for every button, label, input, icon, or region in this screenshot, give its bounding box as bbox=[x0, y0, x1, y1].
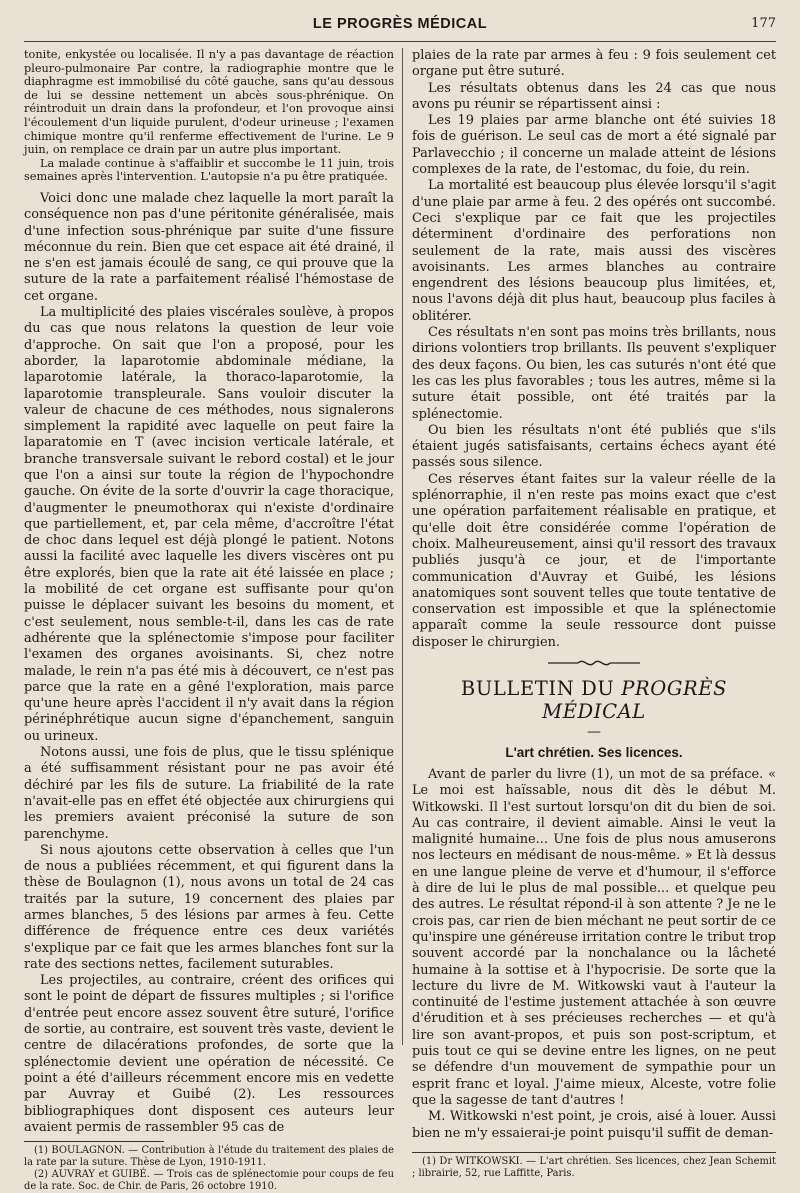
left-paragraph-3: Voici donc une malade chez laquelle la mort paraît la conséquence non pas d'une péritonite généralisée, mais d'une infection sous-phrénique par suite d'une fissure méconnue du rein. Bien que cet espace ait été drainé, il ne s'en est jamais écoulé de sang, ce qui prouve que la suture de la rate a parfaitement réalisé l'hémostase de cet organe. bbox=[24, 190, 394, 304]
bulletin-title-prefix: BULLETIN DU bbox=[460, 676, 622, 700]
article-title: L'art chrétien. Ses licences. bbox=[505, 744, 683, 760]
left-paragraph-2: La malade continue à s'affaiblir et succombe le 11 juin, trois semaines après l'intervention. L'autopsie n'a pu être pratiquée. bbox=[24, 156, 394, 184]
title-dash: — bbox=[587, 723, 601, 740]
right-paragraph-8: Avant de parler du livre (1), un mot de sa préface. « Le moi est haïssable, nous dit dès le début M. Witkowski. Il l'est surtout lorsqu'on dit du bien de soi. Au cas contraire, il devient aimable. Ainsi le veut la malignité humaine... Une fois de plus nous amuserons nos lecteurs en médisant de nous-même. » Et là dessus en une langue pleine de verve et d'humour, il s'efforce à dire de lui le plus de mal possible... et quelque peu des autres. Le résultat répond-il à son attente ? Je ne le crois pas, car rien de bien méchant ne peut sortir de ce qu'inspire une généreuse irritation contre le tribut trop souvent accordé par la nonchalance ou la lâcheté humaine à la sottise et à l'hypocrisie. De sorte que la lecture du livre de M. Witkowski vaut à l'auteur la continuité de l'estime justement attachée à son œuvre d'érudition et à ses précieuses recherches — et qu'à lire son avant-propos, et puis son post-scriptum, et puis tout ce qui se devine entre les lignes, on ne peut se défendre d'un mouvement de sympathie pour un esprit franc et loyal. J'aime mieux, Alceste, votre folie que la sagesse de tant d'autres ! bbox=[412, 766, 776, 1108]
section-ornament bbox=[412, 655, 776, 671]
right-paragraph-7: Ces réserves étant faites sur la valeur réelle de la splénorraphie, il n'en reste pas moins exact que c'est une opération parfaitement réalisable en pratique, et qu'elle doit être considérée comme l'opération de choix. Malheureusement, ainsi qu'il ressort des travaux publiés jusqu'à ce jour, et de l'importante communication d'Auvray et Guibé, les lésions anatomiques sont souvent telles que toute tentative de conservation est impossible et que la splénectomie apparaît comme la seule ressource dont puisse disposer le chirurgien. bbox=[412, 471, 776, 650]
right-paragraph-6: Ou bien les résultats n'ont été publiés que s'ils étaient jugés satisfaisants, certains échecs ayant été passés sous silence. bbox=[412, 422, 776, 471]
page-number: 177 bbox=[751, 16, 776, 31]
right-paragraph-5: Ces résultats n'en sont pas moins très brillants, nous dirions volontiers trop brillants. Ils peuvent s'expliquer des deux façons. Ou bien, les cas suturés n'ont été que les cas les plus favorables ; tous les autres, même si la suture était possible, ont été traités par la splénectomie. bbox=[412, 325, 776, 422]
footnote-rule bbox=[24, 1141, 164, 1142]
bulletin-title-journal: PROGRÈS MÉDICAL bbox=[542, 676, 728, 723]
bulletin-title bbox=[412, 677, 776, 723]
journal-title: LE PROGRÈS MÉDICAL bbox=[312, 16, 488, 32]
right-column bbox=[412, 48, 776, 1179]
ornament-flourish-icon bbox=[544, 655, 644, 671]
left-column bbox=[24, 48, 394, 1193]
footnote-rule-right bbox=[412, 1152, 776, 1153]
left-paragraph-1: tonite, enkystée ou localisée. Il n'y a pas davantage de réaction pleuro-pulmonaire Par contre, la radiographie montre que le diaphragme est immobilisé du côté gauche, sans qu'au dessous de lui se dessine nettement un abcès sous-phrénique. On réintroduit un drain dans la profondeur, et l'on provoque ainsi l'écoulement d'un liquide purulent, d'odeur urineuse ; l'examen chimique montre qu'il renferme effectivement de l'urine. Le 9 juin, on remplace ce drain par un autre plus important. bbox=[24, 48, 394, 157]
left-paragraph-5: Notons aussi, une fois de plus, que le tissu splénique a été suffisamment résistant pour ne pas avoir été déchiré par les fils de suture. La friabilité de la rate n'avait-elle pas en effet été objectée aux chirurgiens qui les premiers avaient préconisé la suture de son parenchyme. bbox=[24, 745, 394, 842]
left-paragraph-6: Si nous ajoutons cette observation à celles que l'un de nous a publiées récemment, et qui figurent dans la thèse de Boulagnon (1), nous avons un total de 24 cas traités par la suture, 19 concernent des plaies par armes blanches, 5 des lésions par armes à feu. Cette différence de fréquence entre ces deux variétés s'explique par ce fait que les armes blanches font sur la rate des sections nettes, facilement suturables. bbox=[24, 842, 394, 972]
left-paragraph-7: Les projectiles, au contraire, créent des orifices qui sont le point de départ de fissures multiples ; si l'orifice d'entrée peut encore assez souvent être suturé, l'orifice de sortie, au contraire, est souvent très vaste, devient le centre de dilacérations profondes, de sorte que la splénectomie devient une opération de nécessité. Ce point a été d'ailleurs récemment encore mis en vedette par Auvray et Guibé (2). Les ressources bibliographiques dont disposent ces auteurs leur avaient permis de rassembler 95 cas de bbox=[24, 973, 394, 1135]
right-paragraph-2: Les résultats obtenus dans les 24 cas que nous avons pu réunir se répartissent ainsi : bbox=[412, 80, 776, 112]
header-rule bbox=[24, 41, 776, 42]
column-divider bbox=[402, 48, 403, 1045]
left-footnote-1: (1) BOULAGNON. — Contribution à l'étude du traitement des plaies de la rate par la suture. Thèse de Lyon, 1910-1911. bbox=[24, 1145, 394, 1169]
left-paragraph-4: La multiplicité des plaies viscérales soulève, à propos du cas que nous relatons la question de leur voie d'approche. On sait que l'on a proposé, pour les aborder, la laparotomie abdominale médiane, la laparotomie latérale, la thoraco-laparotomie, la laparotomie transpleurale. Sans vouloir discuter la valeur de chacune de ces méthodes, nous signalerons simplement la rapidité avec laquelle on peut faire la laparatomie en T (avec incision verticale latérale, et branche transversale suivant le rebord costal) et le jour que l'on a ainsi sur toute la région de l'hypochondre gauche. On évite de la sorte d'ouvrir la cage thoracique, d'augmenter le pneumothorax qui n'existe d'ordinaire que partiellement, et, par cela même, d'accroître l'état de choc dans lequel est déjà plongé le patient. Notons aussi la facilité avec laquelle les divers viscères ont pu être explorés, bien que la rate ait été laissée en place ; la mobilité de cet organe est suffisante pour qu'on puisse le déplacer suivant les besoins du moment, et c'est seulement, nous semble-t-il, dans les cas de rate adhérente que la splénectomie s'impose pour faciliter l'examen des organes avoisinants. Si, chez notre malade, le rein n'a pas été mis à découvert, ce n'est pas parce que la rate en a gêné l'exploration, mais parce qu'une heure après l'accident il n'y avait dans la région périnéphrétique aucun signe d'épanchement, sanguin ou urineux. bbox=[24, 305, 394, 744]
running-head bbox=[24, 16, 776, 38]
left-footnote-2: (2) AUVRAY et GUIBÉ. — Trois cas de splénectomie pour coups de feu de la rate. Soc. de Chir. de Paris, 26 octobre 1910. bbox=[24, 1169, 394, 1193]
right-paragraph-3: Les 19 plaies par arme blanche ont été suivies 18 fois de guérison. Le seul cas de mort a été signalé par Parlavecchio ; il concerne un malade atteint de lésions complexes de la rate, de l'estomac, du foie, du rein. bbox=[412, 113, 776, 178]
right-footnote-1: (1) Dr WITKOWSKI. — L'art chrétien. Ses licences, chez Jean Schemit ; librairie, 52, rue Laffitte, Paris. bbox=[412, 1155, 776, 1179]
right-paragraph-9: M. Witkowski n'est point, je crois, aisé à louer. Aussi bien ne m'y essaierai-je point puisqu'il suffit de deman- bbox=[412, 1109, 776, 1141]
right-paragraph-4: La mortalité est beaucoup plus élevée lorsqu'il s'agit d'une plaie par arme à feu. 2 des opérés ont succombé. Ceci s'explique par ce fait que les projectiles déterminent d'ordinaire des perforations non seulement de la rate, mais aussi des viscères avoisinants. Les armes blanches au contraire engendrent des lésions beaucoup plus limitées, et, nous l'avons déjà dit plus haut, beaucoup plus faciles à oblitérer. bbox=[412, 178, 776, 324]
right-paragraph-1: plaies de la rate par armes à feu : 9 fois seulement cet organe put être suturé. bbox=[412, 48, 776, 80]
